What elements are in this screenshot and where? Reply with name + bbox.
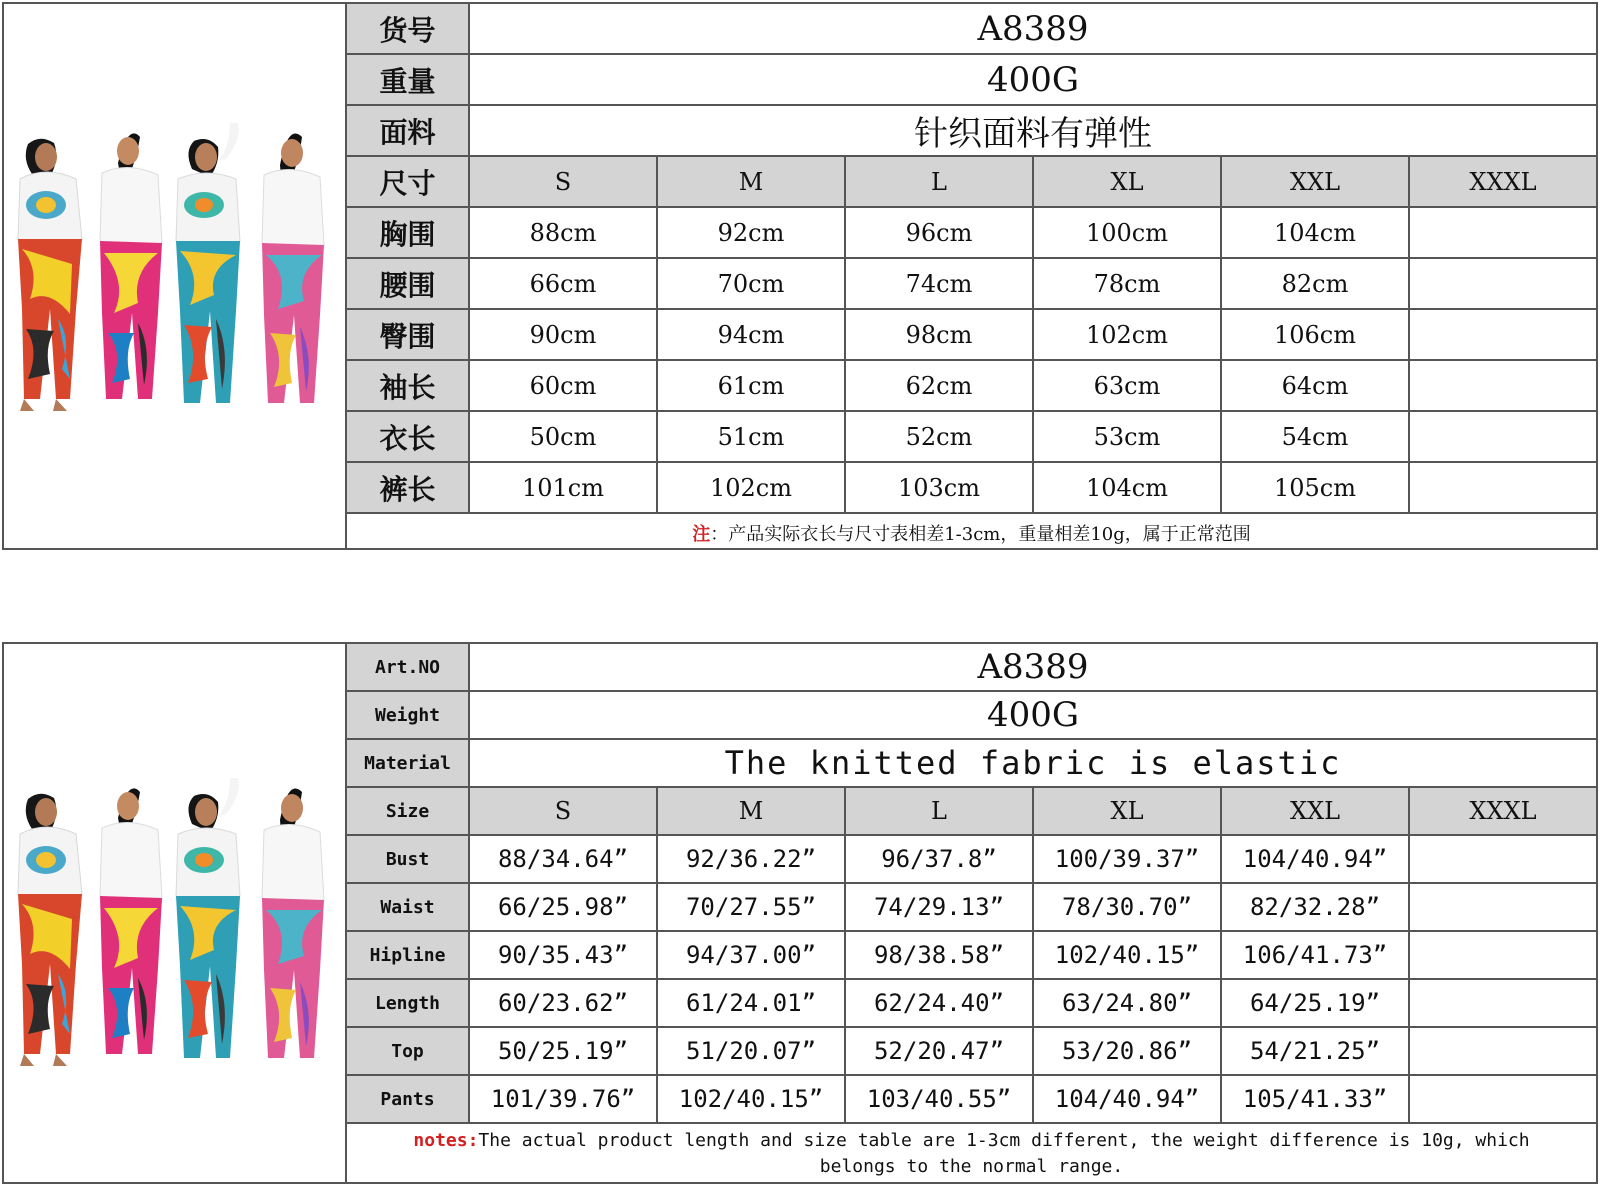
row-label: 裤长	[347, 463, 470, 512]
product-photo	[4, 644, 347, 1182]
table-cell: 54cm	[1222, 412, 1410, 461]
table-row	[347, 361, 1596, 412]
models-illustration	[10, 99, 340, 429]
size-header-row	[347, 788, 1596, 836]
row-label: 衣长	[347, 412, 470, 461]
row-label: Waist	[347, 884, 470, 930]
table-cell: 102cm	[658, 463, 846, 512]
table-cell: 52/20.47”	[846, 1028, 1034, 1074]
table-cell	[1410, 412, 1596, 461]
table-row	[347, 1028, 1596, 1076]
size-label: Size	[347, 788, 470, 834]
table-cell	[1410, 208, 1596, 257]
material-label: Material	[347, 740, 470, 786]
table-row	[347, 884, 1596, 932]
table-cell: 92/36.22”	[658, 836, 846, 882]
row-label: Hipline	[347, 932, 470, 978]
table-cell: 74cm	[846, 259, 1034, 308]
table-row	[347, 412, 1596, 463]
table-row	[347, 259, 1596, 310]
table-cell: 51cm	[658, 412, 846, 461]
table-row	[347, 836, 1596, 884]
material-row	[347, 106, 1596, 157]
table-cell: 104cm	[1222, 208, 1410, 257]
art-number-label: Art.NO	[347, 644, 470, 690]
table-cell: 88cm	[470, 208, 658, 257]
row-label: Bust	[347, 836, 470, 882]
table-cell	[1410, 463, 1596, 512]
table-cell: 78/30.70”	[1034, 884, 1222, 930]
table-cell: 82/32.28”	[1222, 884, 1410, 930]
table-cell: 70/27.55”	[658, 884, 846, 930]
art-number-value: A8389	[977, 647, 1089, 687]
table-cell: 100/39.37”	[1034, 836, 1222, 882]
table-cell	[1410, 310, 1596, 359]
note-text: ：产品实际衣长与尺寸表相差1-3cm，重量相差10g，属于正常范围	[710, 524, 1251, 545]
table-cell: 70cm	[658, 259, 846, 308]
table-cell: 52cm	[846, 412, 1034, 461]
table-cell	[1410, 884, 1596, 930]
material-label: 面料	[347, 106, 470, 155]
size-header-cell: XXXL	[1410, 157, 1596, 206]
table-cell: 64cm	[1222, 361, 1410, 410]
size-chart-english	[2, 642, 1598, 1184]
table-cell: 94/37.00”	[658, 932, 846, 978]
size-header-cell: S	[470, 788, 658, 834]
table-cell: 102/40.15”	[1034, 932, 1222, 978]
row-label: 腰围	[347, 259, 470, 308]
table-cell: 92cm	[658, 208, 846, 257]
weight-value: 400G	[986, 59, 1080, 100]
table-cell: 53cm	[1034, 412, 1222, 461]
table-cell: 66/25.98”	[470, 884, 658, 930]
material-value: The knitted fabric is elastic	[724, 744, 1342, 782]
models-illustration	[10, 754, 340, 1084]
table-cell: 90cm	[470, 310, 658, 359]
table-cell: 101/39.76”	[470, 1076, 658, 1122]
table-cell: 54/21.25”	[1222, 1028, 1410, 1074]
art-number-row	[347, 4, 1596, 55]
table-cell: 101cm	[470, 463, 658, 512]
table-cell: 102cm	[1034, 310, 1222, 359]
weight-label: Weight	[347, 692, 470, 738]
table-cell: 82cm	[1222, 259, 1410, 308]
table-row	[347, 208, 1596, 259]
note-prefix: notes:	[413, 1130, 479, 1151]
note-text: The actual product length and size table are 1-3cm different, the weight difference is 10g, which belongs to the normal range.	[478, 1130, 1530, 1177]
size-header-row	[347, 157, 1596, 208]
table-cell: 53/20.86”	[1034, 1028, 1222, 1074]
size-note	[347, 514, 1596, 552]
weight-label: 重量	[347, 55, 470, 104]
table-cell: 103/40.55”	[846, 1076, 1034, 1122]
table-cell: 62cm	[846, 361, 1034, 410]
table-cell: 78cm	[1034, 259, 1222, 308]
size-header-cell: L	[846, 788, 1034, 834]
table-cell: 50cm	[470, 412, 658, 461]
table-cell: 96/37.8”	[846, 836, 1034, 882]
table-cell	[1410, 1076, 1596, 1122]
table-cell: 104cm	[1034, 463, 1222, 512]
table-cell: 60cm	[470, 361, 658, 410]
table-cell: 98/38.58”	[846, 932, 1034, 978]
table-cell: 61cm	[658, 361, 846, 410]
table-cell: 61/24.01”	[658, 980, 846, 1026]
size-table-chinese	[347, 4, 1596, 552]
table-cell: 105/41.33”	[1222, 1076, 1410, 1122]
art-number-label: 货号	[347, 4, 470, 53]
row-label: Pants	[347, 1076, 470, 1122]
table-cell: 88/34.64”	[470, 836, 658, 882]
material-row	[347, 740, 1596, 788]
size-header-cell: XXXL	[1410, 788, 1596, 834]
table-row	[347, 932, 1596, 980]
table-cell: 104/40.94”	[1034, 1076, 1222, 1122]
size-label: 尺寸	[347, 157, 470, 206]
size-header-cell: XL	[1034, 788, 1222, 834]
table-cell: 64/25.19”	[1222, 980, 1410, 1026]
table-row	[347, 310, 1596, 361]
row-label: 臀围	[347, 310, 470, 359]
row-label: Length	[347, 980, 470, 1026]
table-cell: 102/40.15”	[658, 1076, 846, 1122]
row-label: Top	[347, 1028, 470, 1074]
table-cell	[1410, 980, 1596, 1026]
weight-row	[347, 692, 1596, 740]
table-cell: 96cm	[846, 208, 1034, 257]
material-value: 针织面料有弹性	[914, 114, 1152, 154]
art-number-row	[347, 644, 1596, 692]
weight-value: 400G	[986, 695, 1080, 735]
table-cell: 106cm	[1222, 310, 1410, 359]
table-cell: 66cm	[470, 259, 658, 308]
table-cell	[1410, 932, 1596, 978]
table-cell: 105cm	[1222, 463, 1410, 512]
table-row	[347, 980, 1596, 1028]
table-cell	[1410, 836, 1596, 882]
table-cell	[1410, 361, 1596, 410]
row-label: 胸围	[347, 208, 470, 257]
table-cell: 106/41.73”	[1222, 932, 1410, 978]
size-note	[347, 1124, 1596, 1184]
table-cell: 51/20.07”	[658, 1028, 846, 1074]
art-number-value: A8389	[977, 8, 1089, 49]
size-table-english	[347, 644, 1596, 1184]
table-cell: 50/25.19”	[470, 1028, 658, 1074]
table-cell: 94cm	[658, 310, 846, 359]
table-cell: 60/23.62”	[470, 980, 658, 1026]
product-photo	[4, 4, 347, 548]
table-cell: 63cm	[1034, 361, 1222, 410]
table-cell: 90/35.43”	[470, 932, 658, 978]
table-cell	[1410, 259, 1596, 308]
table-row	[347, 463, 1596, 514]
table-cell: 103cm	[846, 463, 1034, 512]
table-cell	[1410, 1028, 1596, 1074]
size-header-cell: L	[846, 157, 1034, 206]
size-header-cell: XL	[1034, 157, 1222, 206]
table-cell: 62/24.40”	[846, 980, 1034, 1026]
size-chart-chinese	[2, 2, 1598, 550]
table-cell: 74/29.13”	[846, 884, 1034, 930]
size-header-cell: XXL	[1222, 788, 1410, 834]
table-cell: 98cm	[846, 310, 1034, 359]
table-cell: 63/24.80”	[1034, 980, 1222, 1026]
weight-row	[347, 55, 1596, 106]
size-header-cell: S	[470, 157, 658, 206]
size-header-cell: M	[658, 788, 846, 834]
table-row	[347, 1076, 1596, 1124]
table-cell: 104/40.94”	[1222, 836, 1410, 882]
note-prefix: 注	[692, 524, 711, 545]
row-label: 袖长	[347, 361, 470, 410]
size-header-cell: M	[658, 157, 846, 206]
size-header-cell: XXL	[1222, 157, 1410, 206]
table-cell: 100cm	[1034, 208, 1222, 257]
